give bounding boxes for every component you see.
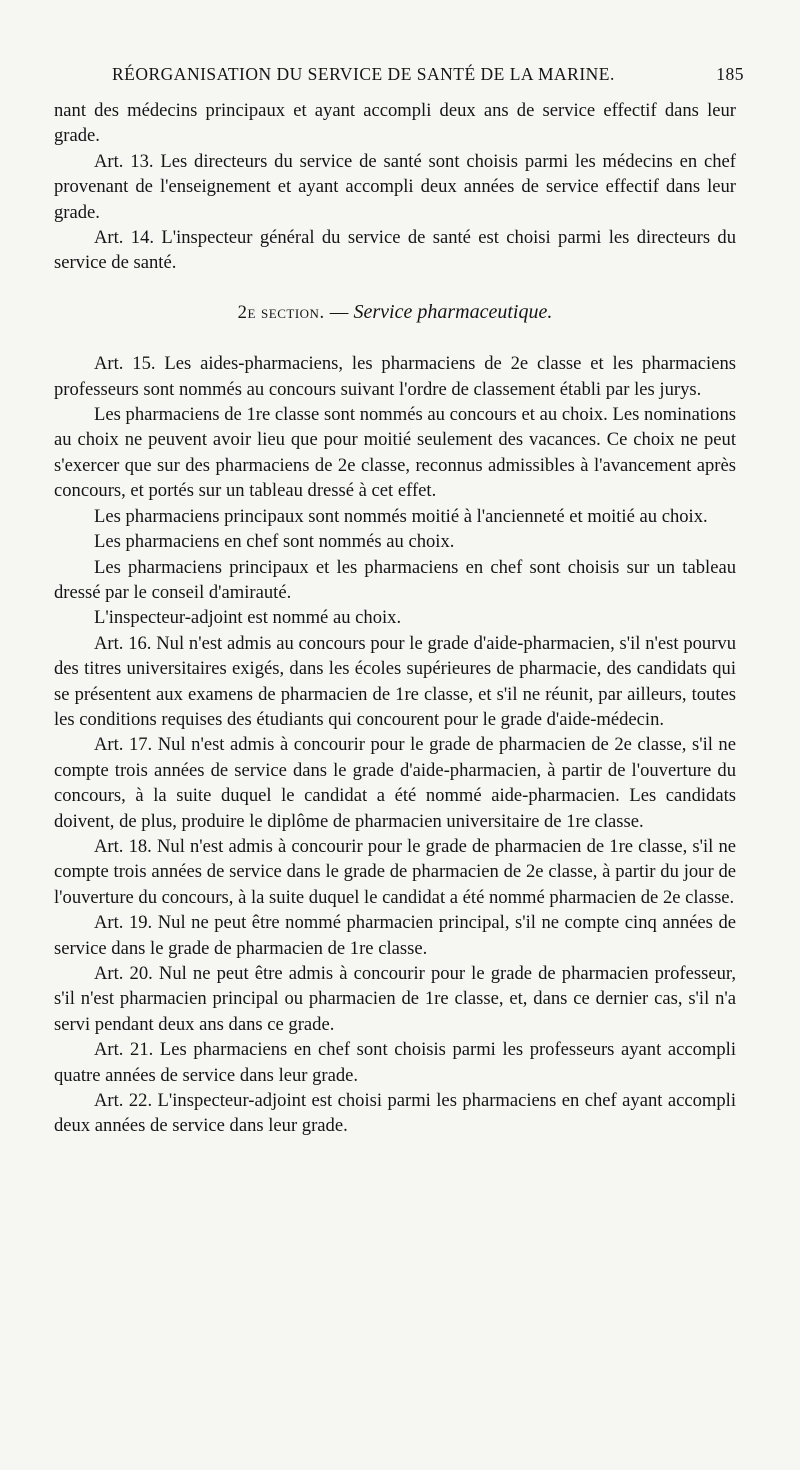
page-header — [112, 60, 744, 90]
running-title: RÉORGANISATION DU SERVICE DE SANTÉ DE LA MARINE. — [112, 64, 615, 84]
article-20: Art. 20. Nul ne peut être admis à concourir pour le grade de pharmacien professeur, s'il n'est pharmacien principal ou pharmacien de 1re classe, et, dans ce dernier cas, s'il n'a servi pendant deux ans dans ce grade. — [54, 963, 736, 1035]
article-22: Art. 22. L'inspecteur-adjoint est choisi parmi les pharmaciens en chef ayant accompli deux années de service dans leur grade. — [54, 1090, 736, 1137]
article-19: Art. 19. Nul ne peut être nommé pharmacien principal, s'il ne compte cinq années de service dans le grade de pharmacien de 1re classe. — [54, 912, 736, 959]
section-label: 2e section. — — [237, 301, 349, 323]
paragraph: Les pharmaciens en chef sont nommés au choix. — [94, 531, 455, 553]
body-text — [54, 98, 736, 1139]
paragraph: nant des médecins principaux et ayant accompli deux ans de service effectif dans leur grade. — [54, 100, 736, 147]
article-15: Art. 15. Les aides-pharmaciens, les pharmaciens de 2e classe et les pharmaciens professeurs sont nommés au concours suivant l'ordre de classement établi par les jurys. — [54, 353, 736, 400]
section-heading — [54, 300, 736, 325]
page-number: 185 — [716, 64, 744, 84]
paragraph: L'inspecteur-adjoint est nommé au choix. — [94, 607, 402, 629]
article-14: Art. 14. L'inspecteur général du service de santé est choisi parmi les directeurs du service de santé. — [54, 227, 736, 274]
article-21: Art. 21. Les pharmaciens en chef sont choisis parmi les professeurs ayant accompli quatre années de service dans leur grade. — [54, 1039, 736, 1086]
article-13: Art. 13. Les directeurs du service de santé sont choisis parmi les médecins en chef provenant de l'enseignement et ayant accompli deux années de service effectif dans leur grade. — [54, 150, 736, 223]
article-16: Art. 16. Nul n'est admis au concours pour le grade d'aide-pharmacien, s'il n'est pourvu des titres universitaires exigés, dans les écoles supérieures de pharmacie, des candidats qui se présentent aux examens de pharmacien de 1re classe, et s'il ne réunit, par ailleurs, toutes les conditions requises des étudiants qui concourent pour le grade d'aide-médecin. — [54, 632, 736, 730]
paragraph: Les pharmaciens principaux sont nommés moitié à l'ancienneté et moitié au choix. — [94, 505, 708, 527]
paragraph: Les pharmaciens principaux et les pharmaciens en chef sont choisis sur un tableau dressé par le conseil d'amirauté. — [54, 556, 736, 603]
paragraph: Les pharmaciens de 1re classe sont nommés au concours et au choix. Les nominations au choix ne peuvent avoir lieu que pour moitié seulement des vacances. Ce choix ne peut s'exercer que sur des pharmaciens de 2e classe, reconnus admissibles à l'avancement après concours, et portés sur un tableau dressé à cet effet. — [54, 404, 736, 502]
article-18: Art. 18. Nul n'est admis à concourir pour le grade de pharmacien de 1re classe, s'il ne compte trois années de service dans le grade de pharmacien de 2e classe, à partir du jour de l'ouverture du concours, à la suite duquel le candidat a été nommé pharmacien de 2e classe. — [54, 835, 736, 908]
section-subject: Service pharmaceutique. — [353, 300, 553, 323]
article-17: Art. 17. Nul n'est admis à concourir pour le grade de pharmacien de 2e classe, s'il ne compte trois années de service dans le grade d'aide-pharmacien, à partir de l'ouverture du concours, à la suite duquel le candidat a été nommé aide-pharmacien. Les candidats doivent, de plus, produire le diplôme de pharmacien universitaire de 1re classe. — [54, 734, 736, 832]
